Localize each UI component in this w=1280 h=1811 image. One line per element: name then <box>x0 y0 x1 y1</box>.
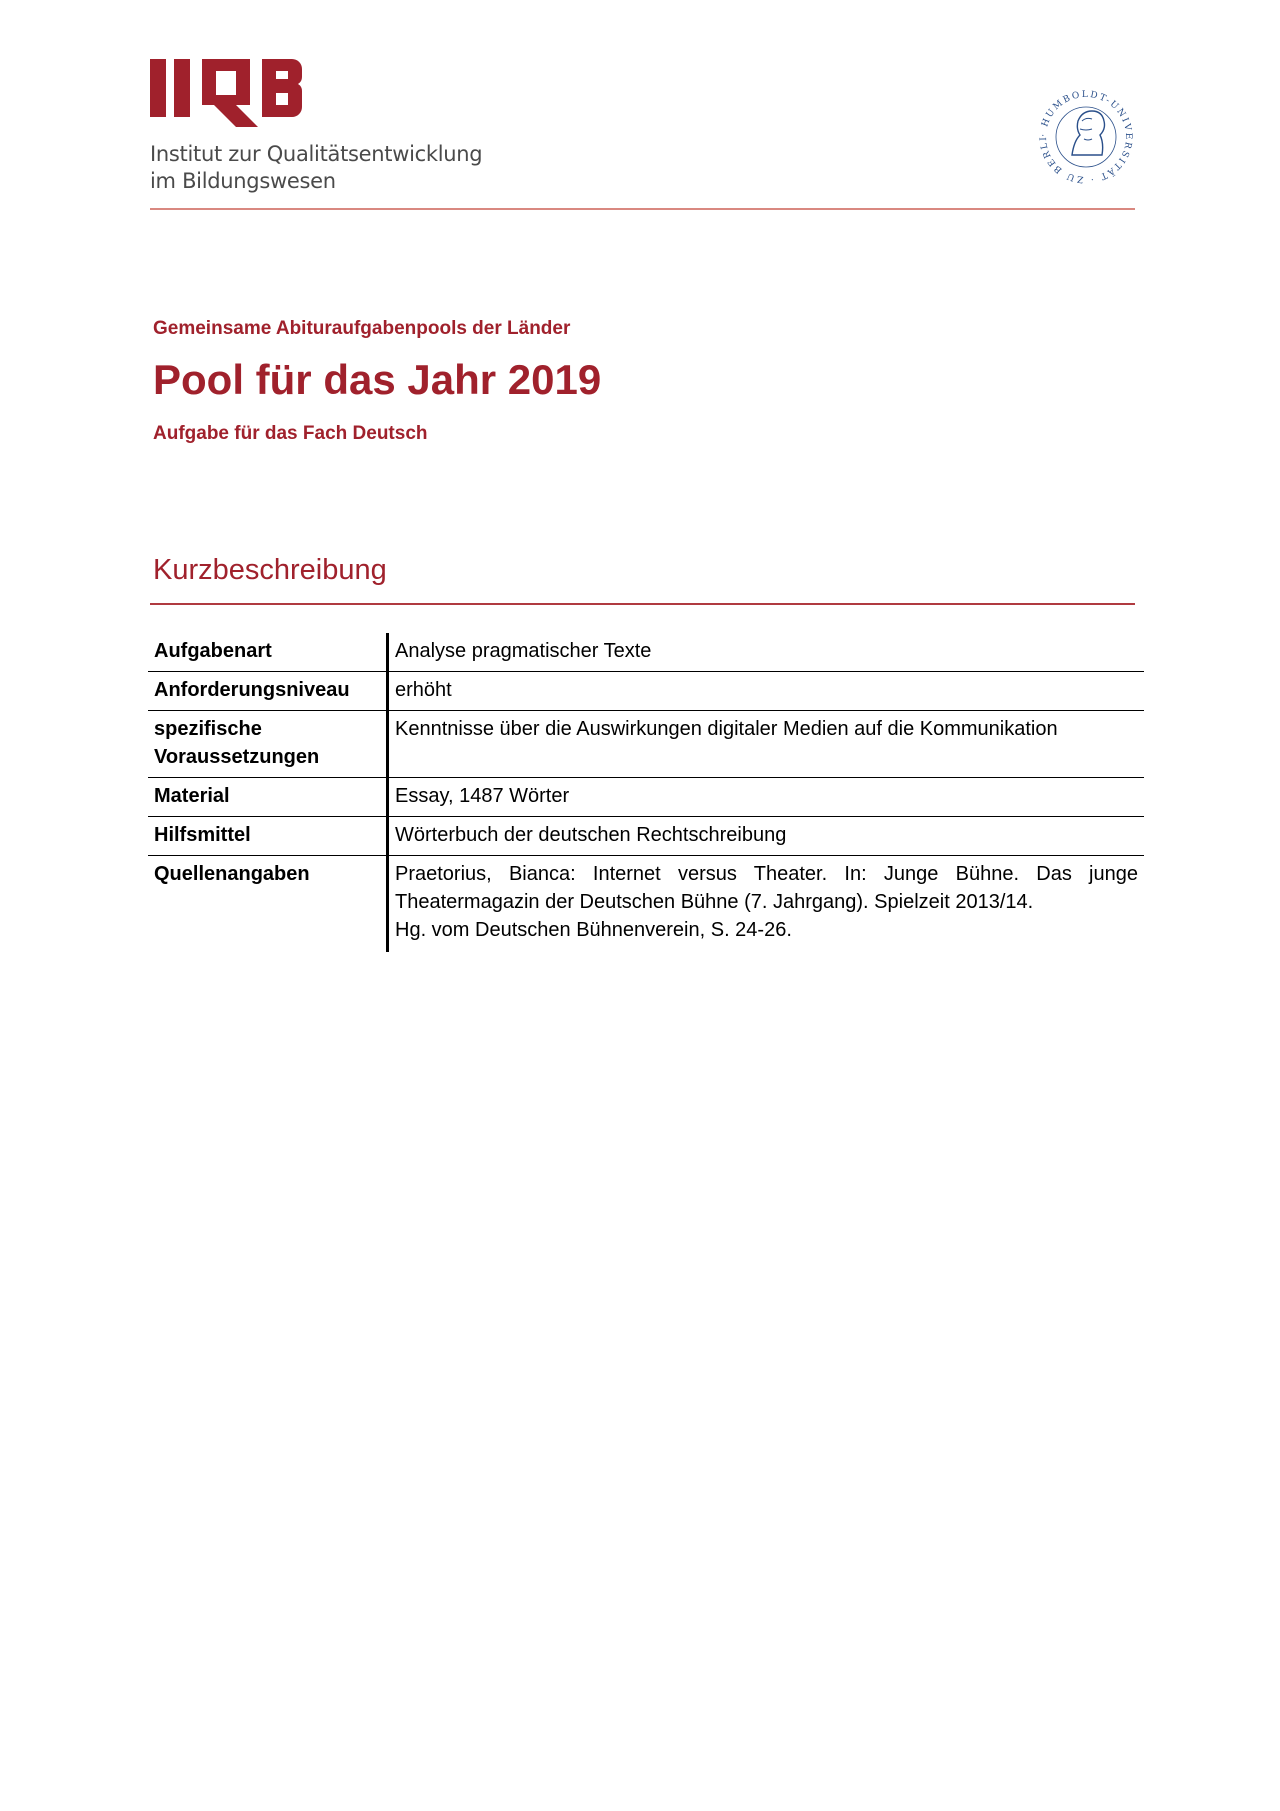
row-label: Quellenangaben <box>148 856 388 953</box>
institute-name-line2: im Bildungswesen <box>150 169 336 193</box>
institute-name-line1: Institut zur Qualitätsentwicklung <box>150 142 483 166</box>
section-heading: Kurzbeschreibung <box>153 554 387 586</box>
table-row <box>148 672 1144 711</box>
row-value: Essay, 1487 Wörter <box>395 785 570 807</box>
row-label: Material <box>148 778 388 817</box>
table-row <box>148 778 1144 817</box>
row-label: Hilfsmittel <box>148 817 388 856</box>
svg-text:· HUMBOLDT-UNIVERSITÄT · ZU BE: · HUMBOLDT-UNIVERSITÄT · ZU BERLI <box>1038 89 1134 185</box>
row-label: spezifische Voraussetzungen <box>148 711 388 778</box>
table-row <box>148 817 1144 856</box>
table-row <box>148 711 1144 778</box>
page-header <box>150 55 1140 210</box>
row-value-citation <box>388 856 1145 953</box>
row-value: Wörterbuch der deutschen Rechtschreibung <box>395 824 787 846</box>
row-value: Kenntnisse über die Auswirkungen digitaler Medien auf die Kommunikation <box>395 718 1058 740</box>
table-row <box>148 856 1144 953</box>
institute-name <box>150 141 482 195</box>
humboldt-seal-icon <box>1032 83 1140 191</box>
iqb-logo <box>150 55 310 130</box>
document-subject: Aufgabe für das Fach Deutsch <box>153 423 428 444</box>
document-kicker: Gemeinsame Abituraufgabenpools der Länder <box>153 318 571 339</box>
summary-table <box>148 633 1144 952</box>
citation-line: Theatermagazin der Deutschen Bühne (7. Jahrgang). Spielzeit 2013/14. <box>395 891 1034 913</box>
row-value: Analyse pragmatischer Texte <box>395 640 652 662</box>
row-label: Anforderungsniveau <box>148 672 388 711</box>
row-value: erhöht <box>395 679 452 701</box>
citation-line: Praetorius, Bianca: Internet versus Theater. In: Junge Bühne. Das junge <box>395 863 1138 885</box>
citation-line: Hg. vom Deutschen Bühnenverein, S. 24-26. <box>395 919 792 941</box>
header-divider <box>150 208 1135 210</box>
table-row <box>148 633 1144 672</box>
row-label: Aufgabenart <box>148 633 388 672</box>
section-divider <box>150 603 1135 605</box>
document-title: Pool für das Jahr 2019 <box>153 356 602 403</box>
